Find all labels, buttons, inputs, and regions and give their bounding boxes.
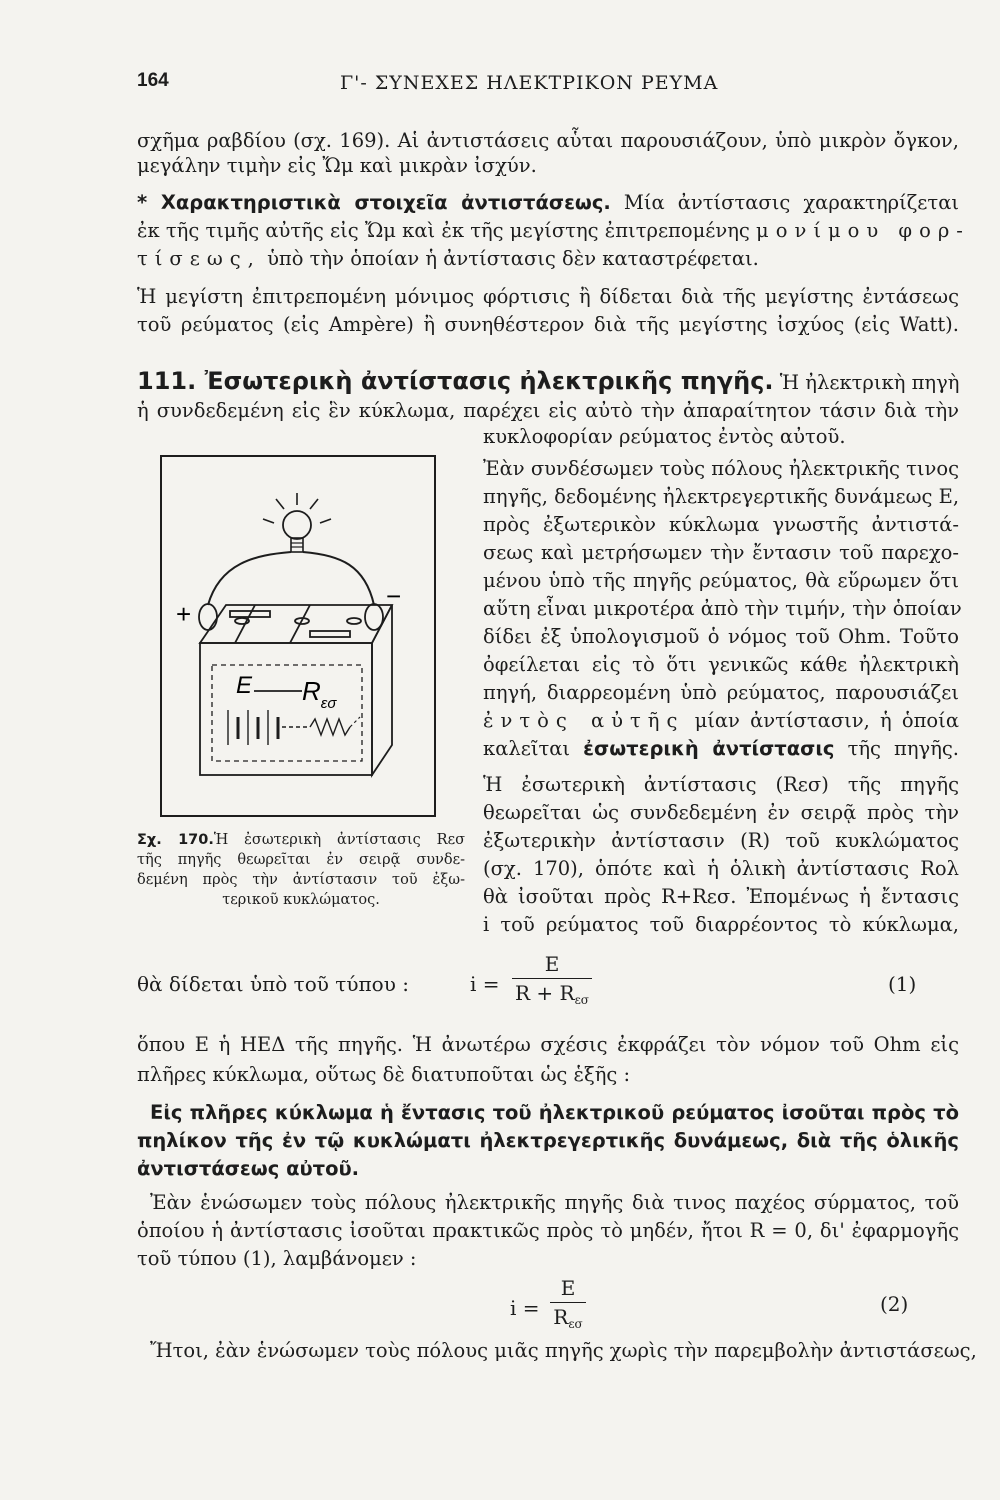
right-line-10 bbox=[483, 708, 959, 734]
equation-1-denominator: $R + R_{\varepsilon\sigma}$ bbox=[514, 981, 589, 1007]
equation-1-lhs: i = bbox=[470, 972, 500, 996]
bulb-rays bbox=[263, 493, 331, 523]
right-line-13: θεωρεῖται ὡς συνδεδεμένη ἐν σειρᾷ πρὸς τὴν bbox=[483, 801, 959, 824]
short-circuit-line-2: ὁποίου ἡ ἀντίστασις ἰσοῦται πρακτικῶς πρὸς τὸ μηδέν, ἤτοι R = 0, δι' ἐφαρμογῆς bbox=[137, 1219, 959, 1242]
wire-right bbox=[303, 552, 374, 605]
right-line-4: σεως καὶ μετρήσωμεν τὴν ἔντασιν τοῦ παρεχο- bbox=[483, 541, 959, 564]
caption-number: Σχ. 170. bbox=[137, 832, 214, 848]
characteristics-line-3 bbox=[137, 246, 959, 272]
caption-line-3: δεμένη πρὸς τὴν ἀντίστασιν τοῦ ἐξω- bbox=[137, 872, 465, 888]
resistance-label: $R_{\varepsilon\sigma}$ bbox=[302, 676, 337, 712]
equation-1-lead: θὰ δίδεται ὑπὸ τοῦ τύπου : bbox=[137, 972, 409, 996]
short-circuit-line-1: Ἐὰν ἑνώσωμεν τοὺς πόλους ἠλεκτρικῆς πηγῆς διὰ τινος παχέος σύρματος, τοῦ bbox=[150, 1191, 959, 1214]
characteristics-line-2 bbox=[137, 218, 970, 244]
wire-left bbox=[208, 552, 291, 605]
section-title-rest: Ἡ ἠλεκτρικὴ πηγὴ bbox=[779, 371, 960, 394]
characteristics-line-4: Ἡ μεγίστη ἐπιτρεπομένη μόνιμος φόρτισις ἢ δίδεται διὰ τῆς μεγίστης ἐντάσεως bbox=[137, 285, 959, 308]
right-line-6: αὕτη εἶναι μικροτέρα ἀπὸ τὴν τιμήν, τὴν ὁποίαν bbox=[483, 597, 962, 620]
right-line-10-spaced: ἐντὸς αὐτῆς bbox=[483, 709, 685, 732]
equation-2-lhs: i = bbox=[510, 1296, 540, 1320]
characteristics-line-2-text: ἐκ τῆς τιμῆς αὐτῆς εἰς Ὤμ καὶ ἐκ τῆς μεγίστης ἐπιτρεπομένης bbox=[137, 219, 750, 242]
bulb-icon bbox=[283, 511, 311, 552]
characteristics-line-5: τοῦ ρεύματος (εἰς Ampère) ἢ συνηθέστερον διὰ τῆς μεγίστης ἰσχύος (εἰς Watt). bbox=[137, 313, 959, 336]
section-line-2: ἡ συνδεδεμένη εἰς ἓν κύκλωμα, παρέχει εἰς αὐτὸ τὴν ἀπαραίτητον τάσιν διὰ τὴν bbox=[137, 399, 959, 422]
caption-line-2: τῆς πηγῆς θεωρεῖται ἐν σειρᾷ συνδε- bbox=[137, 852, 465, 868]
right-line-11 bbox=[483, 736, 959, 762]
battery-case bbox=[200, 605, 392, 775]
right-line-15: (σχ. 170), ὁπότε καὶ ἡ ὁλικὴ ἀντίστασις Rολ bbox=[483, 857, 959, 880]
right-line-14: ἐξωτερικὴν ἀντίστασιν (R) τοῦ κυκλώματος bbox=[483, 829, 959, 852]
fraction-bar bbox=[550, 1302, 586, 1303]
after-eq1-line-2: πλῆρες κύκλωμα, οὕτως δὲ διατυποῦται ὡς ἑξῆς : bbox=[137, 1063, 631, 1086]
clamp-plus bbox=[199, 604, 217, 630]
right-line-16: θὰ ἰσοῦται πρὸς R+Rεσ. Ἐπομένως ἡ ἔντασις bbox=[483, 885, 959, 908]
right-line-1: Ἐὰν συνδέσωμεν τοὺς πόλους ἠλεκτρικῆς τινος bbox=[483, 457, 960, 480]
equation-1-numerator: E bbox=[544, 952, 560, 976]
equation-2-fraction bbox=[550, 1276, 586, 1331]
caption-line-1 bbox=[137, 830, 465, 850]
intro-line-1: σχῆμα ραβδίου (σχ. 169). Αἱ ἀντιστάσεις αὗται παρουσιάζουν, ὑπὸ μικρὸν ὄγκον, bbox=[137, 129, 959, 152]
characteristics-line-1 bbox=[137, 190, 959, 216]
figure-caption bbox=[137, 830, 465, 910]
internal-resistor bbox=[310, 719, 350, 735]
after-eq1-line-1: ὅπου Ε ἡ ΗΕΔ τῆς πηγῆς. Ἡ ἀνωτέρω σχέσις ἐκφράζει τὸν νόμον τοῦ Ohm εἰς bbox=[137, 1033, 959, 1056]
right-line-10-rest: μίαν ἀντίστασιν, ἡ ὁποία bbox=[694, 709, 959, 732]
right-line-11-a: καλεῖται bbox=[483, 737, 571, 760]
right-line-17: i τοῦ ρεύματος τοῦ διαρρέοντος τὸ κύκλωμα, bbox=[483, 913, 959, 936]
right-line-2: πηγῆς, δεδομένης ἠλεκτρεγερτικῆς δυνάμεως Ε, bbox=[483, 485, 960, 508]
characteristics-heading: * Χαρακτηριστικὰ στοιχεῖα ἀντιστάσεως. bbox=[137, 191, 611, 214]
right-line-12: Ἡ ἐσωτερικὴ ἀντίστασις (Rεσ) τῆς πηγῆς bbox=[483, 773, 959, 796]
right-line-9: πηγή, διαρρεομένη ὑπὸ ρεύματος, παρουσιάζει bbox=[483, 681, 959, 704]
equation-1-number: (1) bbox=[888, 972, 917, 996]
equation-2-number: (2) bbox=[880, 1292, 909, 1316]
plus-label: + bbox=[176, 599, 192, 629]
right-line-8: ὀφείλεται εἰς τὸ ὅτι γενικῶς κάθε ἠλεκτρικὴ bbox=[483, 653, 959, 676]
minus-label: − bbox=[386, 581, 402, 611]
right-line-5: μένου ὑπὸ τῆς πηγῆς ρεύματος, θὰ εὕρωμεν ὅτι bbox=[483, 569, 959, 592]
right-line-7: δίδει ἐξ ὑπολογισμοῦ ὁ νόμος τοῦ Ohm. Τοῦτο bbox=[483, 625, 959, 648]
rule-line-2: πηλίκον τῆς ἐν τῷ κυκλώματι ἠλεκτρεγερτικῆς δυνάμεως, διὰ τῆς ὁλικῆς bbox=[137, 1129, 959, 1152]
rule-line-1: Εἰς πλῆρες κύκλωμα ἡ ἔντασις τοῦ ἠλεκτρικοῦ ρεύματος ἰσοῦται πρὸς τὸ bbox=[150, 1101, 959, 1124]
term-internal-resistance: ἐσωτερικὴ ἀντίστασις bbox=[583, 737, 835, 760]
section-line-3: κυκλοφορίαν ρεύματος ἐντὸς αὐτοῦ. bbox=[483, 425, 846, 448]
intro-line-2: μεγάλην τιμὴν εἰς Ὤμ καὶ μικρὰν ἰσχύν. bbox=[137, 154, 537, 177]
characteristics-line-3-rest: ὑπὸ τὴν ὁποίαν ἡ ἀντίστασις δὲν καταστρέφεται. bbox=[267, 247, 759, 270]
caption-line-4: τερικοῦ κυκλώματος. bbox=[222, 892, 380, 908]
characteristics-line-3-spaced: τίσεως, bbox=[137, 247, 261, 270]
source-boundary bbox=[212, 665, 362, 761]
caption-text-1: Ἡ ἐσωτερικὴ ἀντίστασις Rεσ bbox=[213, 832, 465, 848]
emf-label: E bbox=[236, 672, 253, 699]
figure-frame bbox=[161, 456, 435, 816]
final-line-1: Ἤτοι, ἐὰν ἑνώσωμεν τοὺς πόλους μιᾶς πηγῆς χωρὶς τὴν παρεμβολὴν ἀντιστάσεως, bbox=[150, 1339, 977, 1362]
section-title-line bbox=[137, 366, 959, 398]
characteristics-line-1-rest: Μία ἀντίστασις χαρακτηρίζεται bbox=[623, 191, 960, 214]
battery-cells bbox=[228, 710, 278, 745]
section-title: 111. Ἐσωτερικὴ ἀντίστασις ἠλεκτρικῆς πηγῆς. bbox=[137, 367, 774, 395]
right-line-3: πρὸς ἐξωτερικὸν κύκλωμα γνωστῆς ἀντιστά- bbox=[483, 513, 959, 536]
fraction-bar bbox=[512, 978, 592, 979]
short-circuit-line-3: τοῦ τύπου (1), λαμβάνομεν : bbox=[137, 1247, 417, 1270]
rule-line-3: ἀντιστάσεως αὐτοῦ. bbox=[137, 1157, 360, 1180]
battery-circuit-illustration bbox=[160, 455, 436, 817]
equation-1-fraction bbox=[512, 952, 592, 1007]
page-number: 164 bbox=[137, 70, 169, 91]
right-line-11-b: τῆς πηγῆς. bbox=[847, 737, 959, 760]
equation-2-numerator: E bbox=[560, 1276, 576, 1300]
running-title: Γ'- ΣΥΝΕΧΕΣ ΗΛΕΚΤΡΙΚΟΝ ΡΕΥΜΑ bbox=[340, 72, 719, 94]
figure-170 bbox=[160, 455, 436, 817]
equation-2-denominator: $R_{\varepsilon\sigma}$ bbox=[553, 1305, 583, 1331]
characteristics-line-2-spaced: μονίμου φορ- bbox=[756, 219, 970, 242]
